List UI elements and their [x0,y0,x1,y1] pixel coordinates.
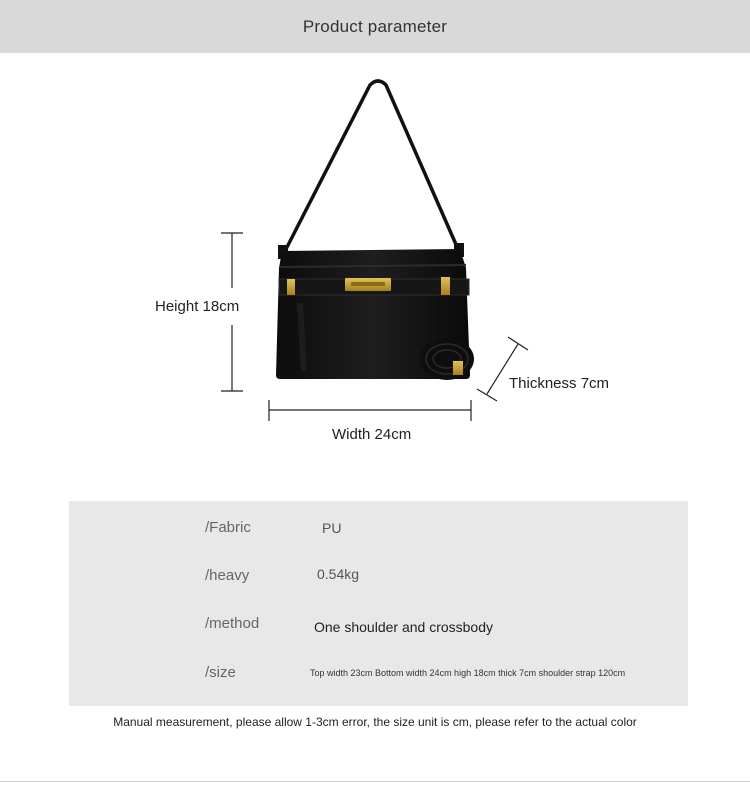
height-label: Height 18cm [155,298,240,315]
param-value-fabric: PU [322,520,342,536]
param-value-size: Top width 23cm Bottom width 24cm high 18cm thick 7cm shoulder strap 120cm [310,668,626,678]
parameters-table [69,501,688,706]
coiled-crossbody-strap [420,338,474,380]
thickness-label: Thickness 7cm [509,375,610,392]
param-key-method: /method [205,615,260,632]
shoulder-strap [284,81,458,253]
page-title: Product parameter [302,16,448,36]
hardware-left [287,279,295,295]
product-image-area [0,53,750,493]
hardware-right [441,277,450,295]
param-value-method: One shoulder and crossbody [314,619,493,635]
bottom-divider [0,781,750,782]
width-dimension-line [269,400,471,421]
param-key-fabric: /Fabric [205,519,251,536]
param-key-weight: /heavy [205,567,250,584]
param-key-size: /size [205,664,236,681]
param-value-weight: 0.54kg [317,566,360,582]
width-label: Width 24cm [332,426,412,443]
header-bar [0,0,750,53]
measurement-note: Manual measurement, please allow 1-3cm error, the size unit is cm, please refer to the actual color [113,715,637,729]
